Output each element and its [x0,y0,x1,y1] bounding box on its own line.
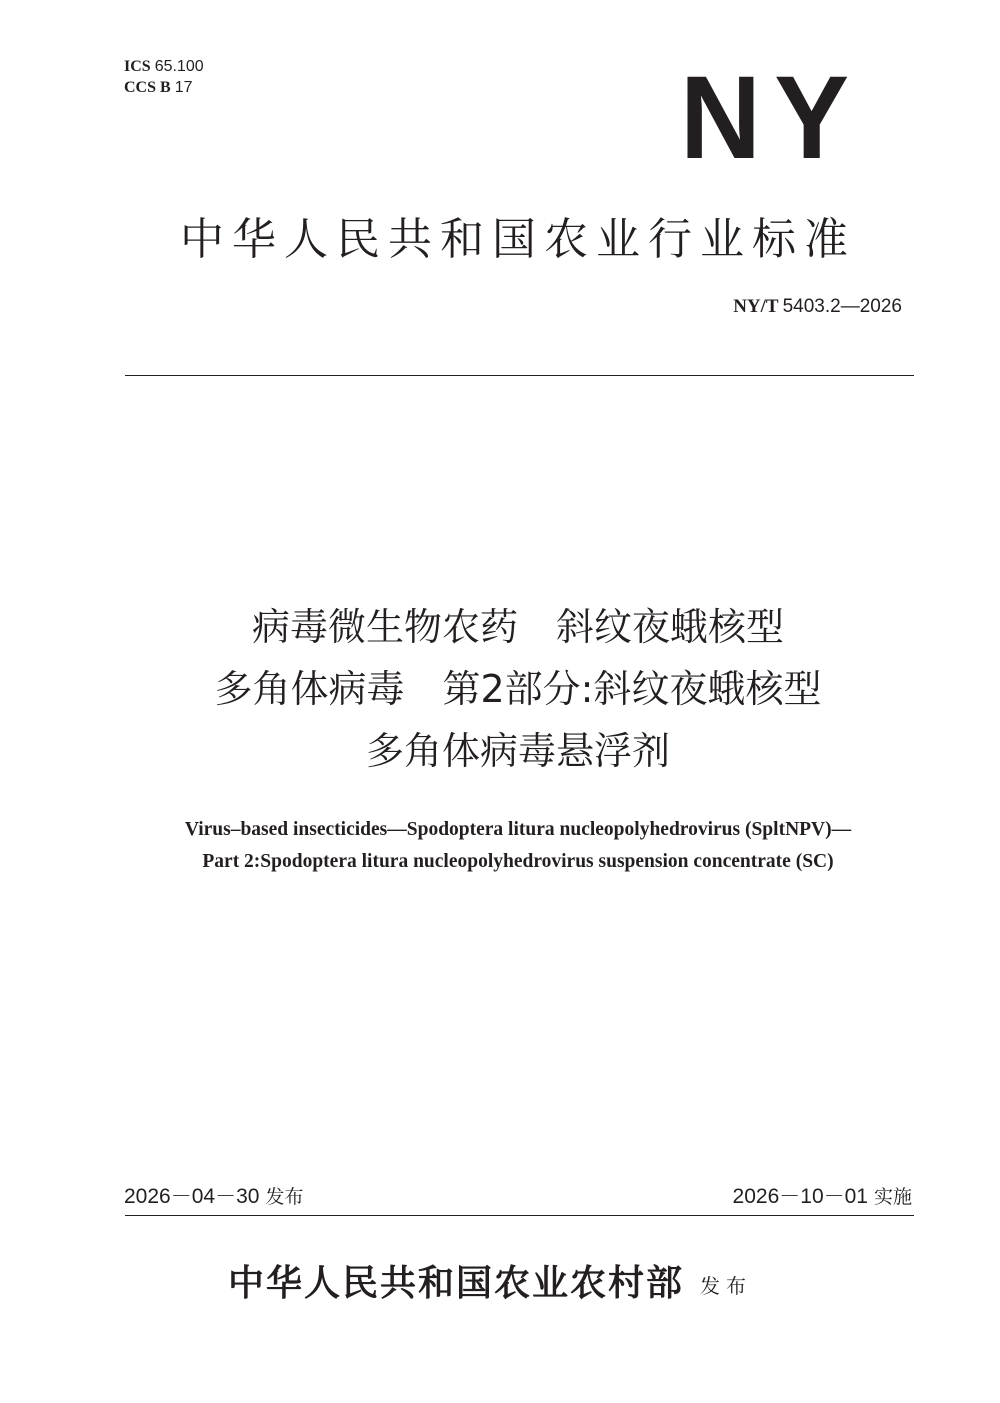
ccs-code [124,77,192,98]
issuing-authority [228,1258,752,1311]
chinese-title-line-2: 多角体病毒 第2部分:斜纹夜蛾核型 [214,667,822,711]
issue-date-value: 2026－04－30 [124,1185,260,1208]
chinese-title [60,596,976,782]
chinese-title-line-3: 多角体病毒悬浮剂 [365,729,670,773]
ccs-label: CCS B [124,79,171,96]
issue-date-label: 发布 [265,1186,304,1208]
bottom-divider [125,1215,914,1216]
issue-date [124,1181,303,1212]
ics-code [124,56,204,77]
standard-number-value: 5403.2—2026 [782,296,902,317]
issuer-name: 中华人民共和国农业农村部 [228,1262,685,1304]
english-title-line-1: Virus–based insecticides—Spodoptera litura nucleopolyhedrovirus (SpltNPV)— [184,819,852,840]
ics-label: ICS [124,58,151,75]
implement-date-label: 实施 [873,1186,912,1208]
top-divider [125,375,914,376]
issuer-action: 发布 [700,1274,753,1298]
english-title-line-2: Part 2:Spodoptera litura nucleopolyhedrovirus suspension concentrate (SC) [202,851,834,872]
chinese-title-line-1: 病毒微生物农药 斜纹夜蛾核型 [251,605,784,649]
ny-logo: NY [680,52,863,184]
english-title [60,814,976,878]
implement-date-value: 2026－10－01 [732,1185,868,1208]
ics-value: 65.100 [154,58,204,75]
standard-title: 中华人民共和国农业行业标准 [180,214,856,265]
ccs-value: 17 [174,79,193,96]
standard-number-prefix: NY/T [733,296,779,317]
implement-date [733,1181,912,1212]
standard-number [733,294,902,319]
